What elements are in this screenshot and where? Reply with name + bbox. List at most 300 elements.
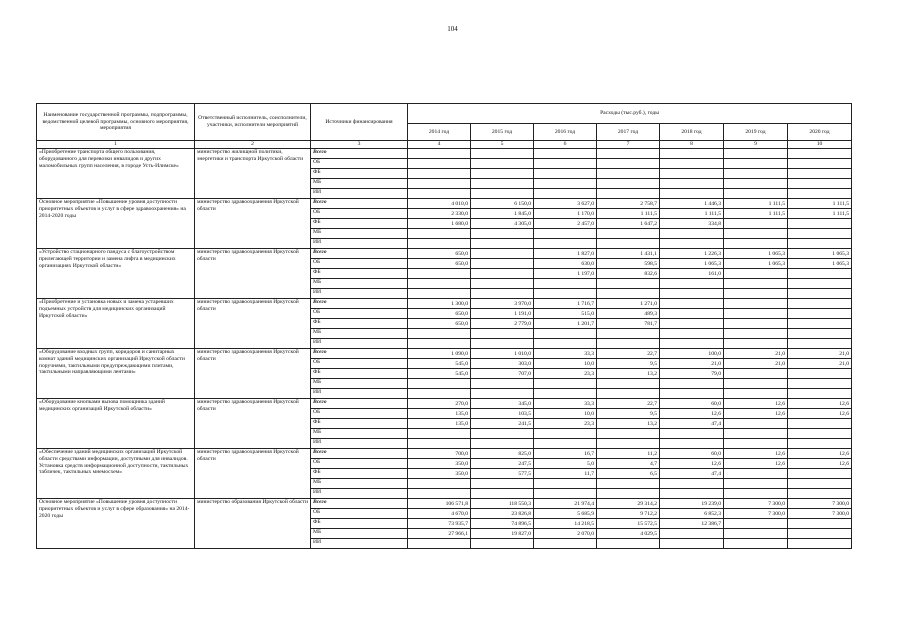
- amount-cell: [788, 279, 852, 289]
- amount-cell: 12,6: [788, 449, 852, 459]
- amount-cell: [724, 539, 788, 549]
- amount-cell: [660, 289, 724, 299]
- funding-source: ОБ: [311, 459, 408, 469]
- amount-cell: 545,0: [408, 369, 471, 379]
- header-sources: Источники финансирования: [311, 104, 408, 141]
- amount-cell: [788, 329, 852, 339]
- column-index: 9: [724, 141, 788, 149]
- amount-cell: [408, 279, 471, 289]
- amount-cell: [660, 379, 724, 389]
- header-program: Наименование государственной программы, подпрограммы, ведомственной целевой программы, основного мероприятия, мероприятия: [37, 104, 195, 141]
- amount-cell: 10,0: [534, 409, 597, 419]
- funding-source: ФБ: [311, 219, 408, 229]
- amount-cell: [534, 159, 597, 169]
- amount-cell: [534, 439, 597, 449]
- amount-cell: 12,6: [788, 459, 852, 469]
- funding-source: ФБ: [311, 519, 408, 529]
- amount-cell: 12,6: [788, 409, 852, 419]
- amount-cell: 9 712,2: [597, 509, 660, 519]
- amount-cell: 3 627,0: [534, 199, 597, 209]
- amount-cell: 650,0: [408, 249, 471, 259]
- funding-source: Всего: [311, 299, 408, 309]
- amount-cell: 334,8: [660, 219, 724, 229]
- funding-source: ИИ: [311, 339, 408, 349]
- amount-cell: [660, 299, 724, 309]
- amount-cell: [408, 379, 471, 389]
- amount-cell: 650,0: [408, 319, 471, 329]
- amount-cell: 707,0: [471, 369, 534, 379]
- program-name: «Приобретение транспорта общего пользования, оборудованного для перевозки инвалидов и других маломобильных групп населения, в городе Усть-Илимске»: [37, 149, 195, 199]
- amount-cell: 1 010,0: [471, 349, 534, 359]
- funding-source: ОБ: [311, 209, 408, 219]
- executor-name: министерство здравоохранения Иркутской области: [195, 299, 311, 349]
- amount-cell: [788, 339, 852, 349]
- amount-cell: [534, 379, 597, 389]
- amount-cell: [724, 159, 788, 169]
- amount-cell: 7 300,0: [724, 499, 788, 509]
- amount-cell: 2 070,0: [534, 529, 597, 539]
- program-name: Основное мероприятие «Повышение уровня доступности приоритетных объектов и услуг в сфере здравоохранения» на 2014-2020 годы: [37, 199, 195, 249]
- amount-cell: 12,6: [788, 399, 852, 409]
- executor-name: министерство здравоохранения Иркутской области: [195, 199, 311, 249]
- amount-cell: [788, 189, 852, 199]
- funding-source: МБ: [311, 179, 408, 189]
- amount-cell: 650,0: [408, 309, 471, 319]
- amount-cell: [408, 229, 471, 239]
- amount-cell: [534, 229, 597, 239]
- amount-cell: 598,5: [597, 259, 660, 269]
- amount-cell: [788, 519, 852, 529]
- amount-cell: [471, 539, 534, 549]
- amount-cell: 350,0: [408, 469, 471, 479]
- funding-source: Всего: [311, 399, 408, 409]
- amount-cell: 60,0: [660, 449, 724, 459]
- funding-source: ИИ: [311, 189, 408, 199]
- header-expenses: Расходы (тыс.руб.), годы: [408, 104, 852, 124]
- amount-cell: 4 305,0: [471, 219, 534, 229]
- amount-cell: [597, 539, 660, 549]
- amount-cell: [597, 489, 660, 499]
- amount-cell: [660, 239, 724, 249]
- table-row: [37, 449, 852, 459]
- amount-cell: 12,6: [724, 409, 788, 419]
- amount-cell: [660, 489, 724, 499]
- funding-source: ОБ: [311, 359, 408, 369]
- amount-cell: 27 966,1: [408, 529, 471, 539]
- amount-cell: [534, 389, 597, 399]
- amount-cell: [534, 179, 597, 189]
- funding-source: ИИ: [311, 389, 408, 399]
- amount-cell: 21 974,4: [534, 499, 597, 509]
- expenses-table: [36, 103, 852, 549]
- amount-cell: 106 571,8: [408, 499, 471, 509]
- program-name: Основное мероприятие «Повышение уровня доступности приоритетных объектов и услуг в сфере образования» на 2014-2020 годы: [37, 499, 195, 549]
- amount-cell: [724, 299, 788, 309]
- amount-cell: 1 111,5: [597, 209, 660, 219]
- amount-cell: [597, 389, 660, 399]
- header-year: 2017 год: [597, 124, 660, 141]
- amount-cell: [408, 179, 471, 189]
- amount-cell: 13,2: [597, 369, 660, 379]
- amount-cell: [788, 469, 852, 479]
- amount-cell: [724, 429, 788, 439]
- amount-cell: 1 065,3: [724, 249, 788, 259]
- column-index: 7: [597, 141, 660, 149]
- amount-cell: [660, 389, 724, 399]
- amount-cell: [471, 329, 534, 339]
- amount-cell: [408, 169, 471, 179]
- program-name: «Устройство стационарного пандуса с благоустройством прилегающей территории и замена лифта в медицинских организациях Иркутской области»: [37, 249, 195, 299]
- amount-cell: 345,0: [471, 399, 534, 409]
- amount-cell: 21,0: [788, 359, 852, 369]
- amount-cell: [788, 389, 852, 399]
- amount-cell: 79,0: [660, 369, 724, 379]
- funding-source: ИИ: [311, 439, 408, 449]
- funding-source: МБ: [311, 279, 408, 289]
- amount-cell: 23 826,8: [471, 509, 534, 519]
- funding-source: Всего: [311, 149, 408, 159]
- table-row: [37, 149, 852, 159]
- amount-cell: [660, 539, 724, 549]
- amount-cell: [471, 249, 534, 259]
- funding-source: ОБ: [311, 159, 408, 169]
- amount-cell: 1 197,0: [534, 269, 597, 279]
- amount-cell: [788, 479, 852, 489]
- amount-cell: [788, 319, 852, 329]
- header-year: 2014 год: [408, 124, 471, 141]
- amount-cell: [534, 239, 597, 249]
- amount-cell: [724, 179, 788, 189]
- amount-cell: [788, 439, 852, 449]
- amount-cell: 13,2: [597, 419, 660, 429]
- amount-cell: [534, 429, 597, 439]
- amount-cell: [788, 489, 852, 499]
- amount-cell: 650,0: [408, 259, 471, 269]
- amount-cell: 7 300,0: [788, 509, 852, 519]
- amount-cell: 12,6: [724, 399, 788, 409]
- amount-cell: [597, 169, 660, 179]
- amount-cell: [408, 159, 471, 169]
- program-name: «Приобретение и установка новых и замена устаревших подъемных устройств для медицинских организаций Иркутской области»: [37, 299, 195, 349]
- amount-cell: [660, 529, 724, 539]
- header-year: 2015 год: [471, 124, 534, 141]
- amount-cell: 60,0: [660, 399, 724, 409]
- amount-cell: [660, 279, 724, 289]
- program-name: «Оборудование входных групп, коридоров и санитарных комнат зданий медицинских организаций Иркутской области поручнями, тактильными предупреждающими плитами, тактильными направляющими лентами»: [37, 349, 195, 399]
- amount-cell: [724, 529, 788, 539]
- amount-cell: [788, 159, 852, 169]
- amount-cell: [724, 339, 788, 349]
- amount-cell: [724, 309, 788, 319]
- amount-cell: [724, 389, 788, 399]
- amount-cell: 73 935,7: [408, 519, 471, 529]
- amount-cell: [724, 279, 788, 289]
- amount-cell: 29 314,2: [597, 499, 660, 509]
- amount-cell: [471, 269, 534, 279]
- amount-cell: [471, 259, 534, 269]
- funding-source: ОБ: [311, 409, 408, 419]
- header-year: 2016 год: [534, 124, 597, 141]
- funding-source: ИИ: [311, 239, 408, 249]
- amount-cell: [724, 239, 788, 249]
- funding-source: Всего: [311, 349, 408, 359]
- amount-cell: [724, 369, 788, 379]
- amount-cell: 1 300,0: [408, 299, 471, 309]
- amount-cell: [724, 189, 788, 199]
- amount-cell: 118 550,3: [471, 499, 534, 509]
- amount-cell: [471, 239, 534, 249]
- amount-cell: 630,0: [534, 259, 597, 269]
- header-year: 2018 год: [660, 124, 724, 141]
- amount-cell: [597, 429, 660, 439]
- amount-cell: [534, 479, 597, 489]
- amount-cell: [788, 289, 852, 299]
- amount-cell: 21,0: [724, 349, 788, 359]
- amount-cell: [788, 219, 852, 229]
- amount-cell: [724, 419, 788, 429]
- amount-cell: 3 970,0: [471, 299, 534, 309]
- amount-cell: 12 386,7: [660, 519, 724, 529]
- amount-cell: [471, 279, 534, 289]
- amount-cell: 22,7: [597, 399, 660, 409]
- amount-cell: [534, 329, 597, 339]
- amount-cell: 12,6: [724, 449, 788, 459]
- program-name: «Оборудование кнопками вызова помощника зданий медицинских организаций Иркутской области»: [37, 399, 195, 449]
- amount-cell: [534, 169, 597, 179]
- amount-cell: [724, 329, 788, 339]
- column-index: 2: [195, 141, 311, 149]
- amount-cell: 1 680,0: [408, 219, 471, 229]
- amount-cell: [788, 169, 852, 179]
- executor-name: министерство образования Иркутской области: [195, 499, 311, 549]
- funding-source: МБ: [311, 229, 408, 239]
- amount-cell: [597, 179, 660, 189]
- amount-cell: 1 065,3: [724, 259, 788, 269]
- table-row: [37, 349, 852, 359]
- amount-cell: 1 845,0: [471, 209, 534, 219]
- amount-cell: [597, 379, 660, 389]
- amount-cell: 350,0: [408, 459, 471, 469]
- amount-cell: 135,0: [408, 409, 471, 419]
- amount-cell: 700,0: [408, 449, 471, 459]
- amount-cell: 7 300,0: [724, 509, 788, 519]
- amount-cell: [660, 189, 724, 199]
- amount-cell: 1 170,0: [534, 209, 597, 219]
- funding-source: МБ: [311, 479, 408, 489]
- amount-cell: 15 572,5: [597, 519, 660, 529]
- amount-cell: [597, 159, 660, 169]
- funding-source: ФБ: [311, 319, 408, 329]
- amount-cell: [788, 269, 852, 279]
- funding-source: ФБ: [311, 269, 408, 279]
- amount-cell: [788, 529, 852, 539]
- amount-cell: [408, 289, 471, 299]
- amount-cell: [471, 229, 534, 239]
- amount-cell: [408, 539, 471, 549]
- amount-cell: 19 239,0: [660, 499, 724, 509]
- amount-cell: 4 029,5: [597, 529, 660, 539]
- amount-cell: [788, 299, 852, 309]
- amount-cell: [660, 179, 724, 189]
- amount-cell: [788, 149, 852, 159]
- amount-cell: [724, 479, 788, 489]
- amount-cell: 1 065,3: [788, 259, 852, 269]
- amount-cell: [788, 429, 852, 439]
- amount-cell: 1 446,3: [660, 199, 724, 209]
- amount-cell: [788, 369, 852, 379]
- amount-cell: [597, 339, 660, 349]
- amount-cell: [471, 169, 534, 179]
- amount-cell: [471, 389, 534, 399]
- amount-cell: [788, 379, 852, 389]
- column-index: 6: [534, 141, 597, 149]
- program-name: «Обеспечение зданий медицинских организаций Иркутской области средствами информации, доступными для инвалидов. Установка средств информационной доступности, тактильных табличек, тактильных мнемосхем»: [37, 449, 195, 499]
- amount-cell: 1 111,5: [724, 209, 788, 219]
- amount-cell: [597, 189, 660, 199]
- amount-cell: 241,5: [471, 419, 534, 429]
- amount-cell: [660, 329, 724, 339]
- amount-cell: 4 670,0: [408, 509, 471, 519]
- amount-cell: 103,5: [471, 409, 534, 419]
- amount-cell: [408, 189, 471, 199]
- amount-cell: 2 758,7: [597, 199, 660, 209]
- amount-cell: [471, 479, 534, 489]
- amount-cell: [660, 319, 724, 329]
- funding-source: ИИ: [311, 289, 408, 299]
- amount-cell: 12,6: [660, 409, 724, 419]
- amount-cell: 1 065,3: [660, 259, 724, 269]
- funding-source: Всего: [311, 449, 408, 459]
- amount-cell: 781,7: [597, 319, 660, 329]
- amount-cell: 12,6: [660, 459, 724, 469]
- amount-cell: 1 271,0: [597, 299, 660, 309]
- amount-cell: [534, 539, 597, 549]
- amount-cell: 4,7: [597, 459, 660, 469]
- amount-cell: [660, 149, 724, 159]
- amount-cell: [597, 279, 660, 289]
- amount-cell: [660, 309, 724, 319]
- amount-cell: 5 685,9: [534, 509, 597, 519]
- amount-cell: [408, 149, 471, 159]
- amount-cell: [724, 319, 788, 329]
- amount-cell: 545,0: [408, 359, 471, 369]
- column-index: 8: [660, 141, 724, 149]
- amount-cell: [408, 339, 471, 349]
- amount-cell: 33,3: [534, 399, 597, 409]
- executor-name: министерство здравоохранения Иркутской области: [195, 449, 311, 499]
- amount-cell: [597, 149, 660, 159]
- amount-cell: 1 431,1: [597, 249, 660, 259]
- funding-source: Всего: [311, 499, 408, 509]
- amount-cell: [408, 239, 471, 249]
- amount-cell: 21,0: [660, 359, 724, 369]
- amount-cell: 161,0: [660, 269, 724, 279]
- amount-cell: 12,6: [724, 459, 788, 469]
- amount-cell: 7 300,0: [788, 499, 852, 509]
- funding-source: ИИ: [311, 489, 408, 499]
- amount-cell: 577,5: [471, 469, 534, 479]
- amount-cell: [534, 279, 597, 289]
- amount-cell: [724, 289, 788, 299]
- amount-cell: 6,5: [597, 469, 660, 479]
- funding-source: МБ: [311, 529, 408, 539]
- funding-source: Всего: [311, 249, 408, 259]
- amount-cell: 6 150,0: [471, 199, 534, 209]
- amount-cell: [408, 429, 471, 439]
- amount-cell: [660, 429, 724, 439]
- amount-cell: 489,3: [597, 309, 660, 319]
- executor-name: министерство здравоохранения Иркутской области: [195, 249, 311, 299]
- amount-cell: 1 201,7: [534, 319, 597, 329]
- amount-cell: [724, 469, 788, 479]
- amount-cell: 135,0: [408, 419, 471, 429]
- column-index: 5: [471, 141, 534, 149]
- amount-cell: 2 457,0: [534, 219, 597, 229]
- funding-source: ОБ: [311, 509, 408, 519]
- funding-source: МБ: [311, 329, 408, 339]
- amount-cell: 1 111,5: [788, 209, 852, 219]
- amount-cell: 4 010,0: [408, 199, 471, 209]
- executor-name: министерство здравоохранения Иркутской области: [195, 399, 311, 449]
- amount-cell: [471, 189, 534, 199]
- funding-source: МБ: [311, 379, 408, 389]
- amount-cell: 303,0: [471, 359, 534, 369]
- amount-cell: [597, 289, 660, 299]
- amount-cell: 2 330,0: [408, 209, 471, 219]
- header-year: 2019 год: [724, 124, 788, 141]
- amount-cell: [660, 229, 724, 239]
- amount-cell: [660, 159, 724, 169]
- amount-cell: [471, 339, 534, 349]
- amount-cell: [534, 189, 597, 199]
- amount-cell: [408, 489, 471, 499]
- amount-cell: 11,2: [597, 449, 660, 459]
- funding-source: ОБ: [311, 259, 408, 269]
- funding-source: ИИ: [311, 539, 408, 549]
- amount-cell: [597, 439, 660, 449]
- amount-cell: 2 779,0: [471, 319, 534, 329]
- table-row: [37, 199, 852, 209]
- amount-cell: [471, 379, 534, 389]
- amount-cell: [788, 179, 852, 189]
- amount-cell: [471, 289, 534, 299]
- amount-cell: [597, 229, 660, 239]
- header-year: 2020 год: [788, 124, 852, 141]
- amount-cell: [724, 229, 788, 239]
- column-index: 1: [37, 141, 195, 149]
- amount-cell: 47,4: [660, 469, 724, 479]
- amount-cell: [788, 229, 852, 239]
- amount-cell: 1 111,5: [724, 199, 788, 209]
- table-row: [37, 249, 852, 259]
- column-index: 3: [311, 141, 408, 149]
- amount-cell: 16,7: [534, 449, 597, 459]
- funding-source: ФБ: [311, 419, 408, 429]
- amount-cell: [724, 379, 788, 389]
- executor-name: министерство жилищной политики, энергетики и транспорта Иркутской области: [195, 149, 311, 199]
- amount-cell: [408, 389, 471, 399]
- amount-cell: 10,0: [534, 359, 597, 369]
- amount-cell: [660, 169, 724, 179]
- funding-source: МБ: [311, 429, 408, 439]
- amount-cell: 19 827,0: [471, 529, 534, 539]
- amount-cell: [534, 289, 597, 299]
- amount-cell: 9,5: [597, 409, 660, 419]
- amount-cell: [408, 269, 471, 279]
- amount-cell: [597, 239, 660, 249]
- amount-cell: 1 090,0: [408, 349, 471, 359]
- amount-cell: [788, 539, 852, 549]
